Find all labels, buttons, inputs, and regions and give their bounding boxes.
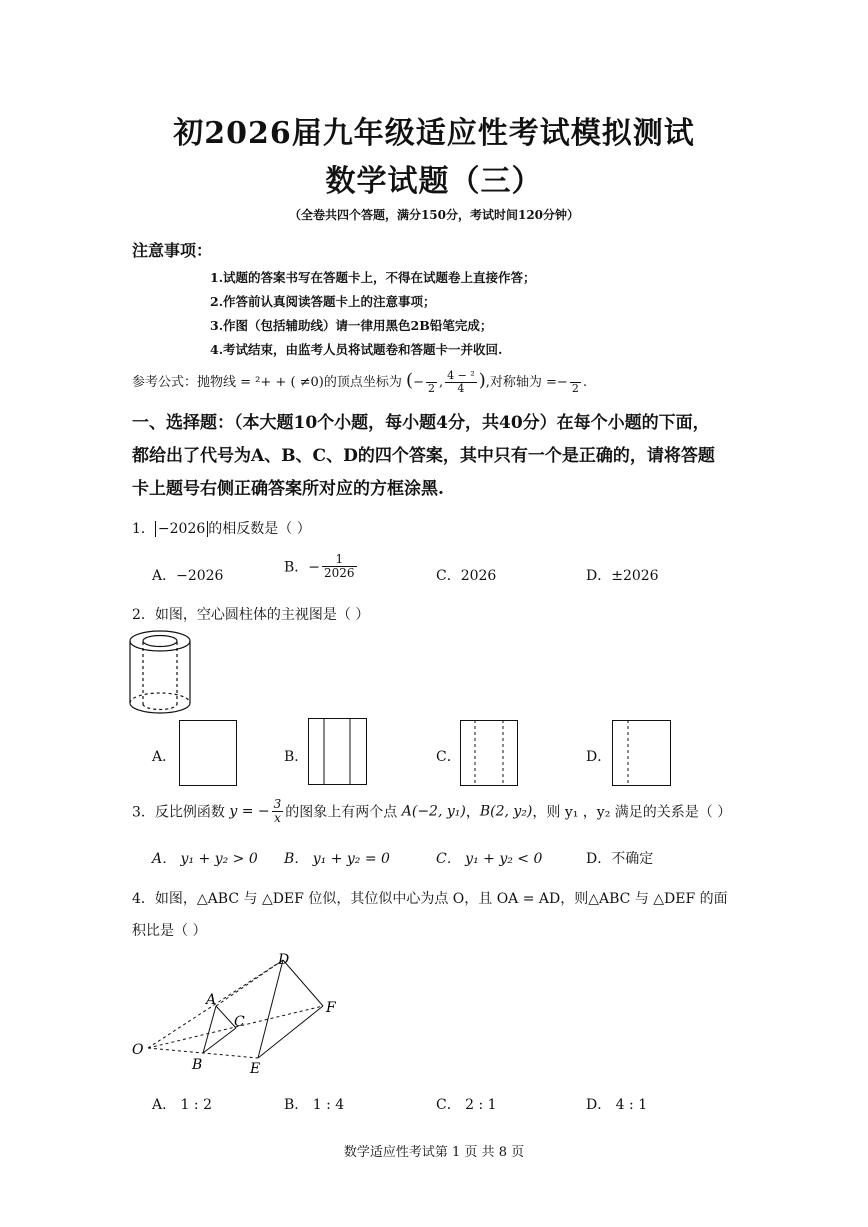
question-2: 2．如图，空心圆柱体的主视图是（ ） <box>132 607 370 623</box>
q2-option-a-figure <box>179 720 237 786</box>
page-footer: 数学适应性考试第 1 页 共 8 页 <box>343 1145 525 1160</box>
label-d: D <box>278 952 290 968</box>
q3-option-d: D．不确定 <box>586 851 654 867</box>
line-b-c <box>203 1028 236 1053</box>
notice-item: 3.作图（包括辅助线）请一律用黑色2B铅笔完成； <box>210 318 493 333</box>
label-o: O <box>132 1042 144 1058</box>
q4-option-d: D． 4 : 1 <box>586 1097 648 1113</box>
label-f: F <box>326 1000 336 1016</box>
q2-option-d-label: D． <box>586 749 612 765</box>
q2-option-b-figure <box>308 718 368 786</box>
section1-line1: 一、选择题：（本大题10个小题，每小题4分，共40分）在每个小题的下面， <box>132 413 710 433</box>
q4-option-a: A． 1 : 2 <box>152 1097 212 1113</box>
vertex-y-fraction: $\frac{\text{4 − ²}}{4}$ <box>447 369 475 396</box>
question-4-line1: 4．如图，△ABC 与 △DEF 位似，其位似中心为点 O，且 OA = AD，则△ABC 与 △DEF 的面 <box>132 891 728 907</box>
q2-option-c-label: C． <box>436 749 461 765</box>
label-e: E <box>250 1061 261 1077</box>
q1-option-c: C．2026 <box>436 568 497 584</box>
vertex-x-fraction: 2 <box>426 370 437 395</box>
q3-option-b: B． y₁ + y₂ = 0 <box>284 851 390 867</box>
formula-equation: = ²+ + ( ≠0)的顶点坐标为 <box>240 375 402 391</box>
q4-option-b: B． 1 : 4 <box>284 1097 345 1113</box>
question-4-line2: 积比是（ ） <box>132 923 207 939</box>
q1-option-b: B．− $\frac{1}{2026}$ <box>284 552 355 581</box>
exam-subtitle: （全卷共四个答题，满分150分，考试时间120分钟） <box>288 208 580 222</box>
section1-line2: 都给出了代号为A、B、C、D的四个答案，其中只有一个是正确的，请将答题 <box>132 446 715 466</box>
q2-option-a-label: A． <box>152 749 177 765</box>
q4-option-c: C． 2 : 1 <box>436 1097 497 1113</box>
q1-option-a: A．−2026 <box>152 568 224 584</box>
label-b: B <box>192 1057 203 1073</box>
absolute-value: −2026 <box>155 521 208 537</box>
q1-option-d: D．±2026 <box>586 568 659 584</box>
hollow-cylinder-figure <box>128 628 198 720</box>
exam-subject-title: 数学试题（三） <box>325 164 543 199</box>
section1-line3: 卡上题号右侧正确答案所对应的方框涂黑. <box>132 479 444 499</box>
homothety-figure <box>128 948 348 1078</box>
formula-prefix: 参考公式：抛物线 <box>132 375 237 391</box>
question-1: 1． −2026 的相反数是（ ） <box>132 521 311 537</box>
label-a: A <box>206 992 217 1008</box>
notice-item: 4.考试结束，由监考人员将试题卷和答题卡一并收回. <box>210 342 503 357</box>
line-a-b <box>203 1006 216 1053</box>
axis-of-symmetry: ,对称轴为 =− <box>485 375 568 391</box>
question-3: 3．反比例函数 y = − $\frac{3}{x}$ 的图象上有两个点 A(−2, y₁)，B(2, y₂)，则 y₁ ，y₂ 满足的关系是（ ） <box>132 797 732 826</box>
q2-option-b-label: B． <box>284 749 309 765</box>
exam-title: 初2026届九年级适应性考试模拟测试 <box>173 116 695 151</box>
q3-option-c: C． y₁ + y₂ < 0 <box>436 851 543 867</box>
reference-formula: 参考公式：抛物线 = ²+ + ( ≠0)的顶点坐标为 (− 2 , $\frac{\text{4 − ²}}{4}$ ),对称轴为 =− 2 . <box>132 369 587 396</box>
line-a-c <box>216 1006 236 1028</box>
q2-option-c-figure <box>460 720 518 786</box>
notice-heading: 注意事项： <box>132 241 213 260</box>
q2-option-d-figure <box>612 720 672 786</box>
notice-item: 2.作答前认真阅读答题卡上的注意事项； <box>210 294 436 309</box>
axis-fraction: 2 <box>570 370 581 395</box>
q3-option-a: A． y₁ + y₂ > 0 <box>152 851 258 867</box>
label-c: C <box>234 1014 245 1030</box>
notice-item: 1.试题的答案书写在答题卡上，不得在试题卷上直接作答； <box>210 270 536 285</box>
